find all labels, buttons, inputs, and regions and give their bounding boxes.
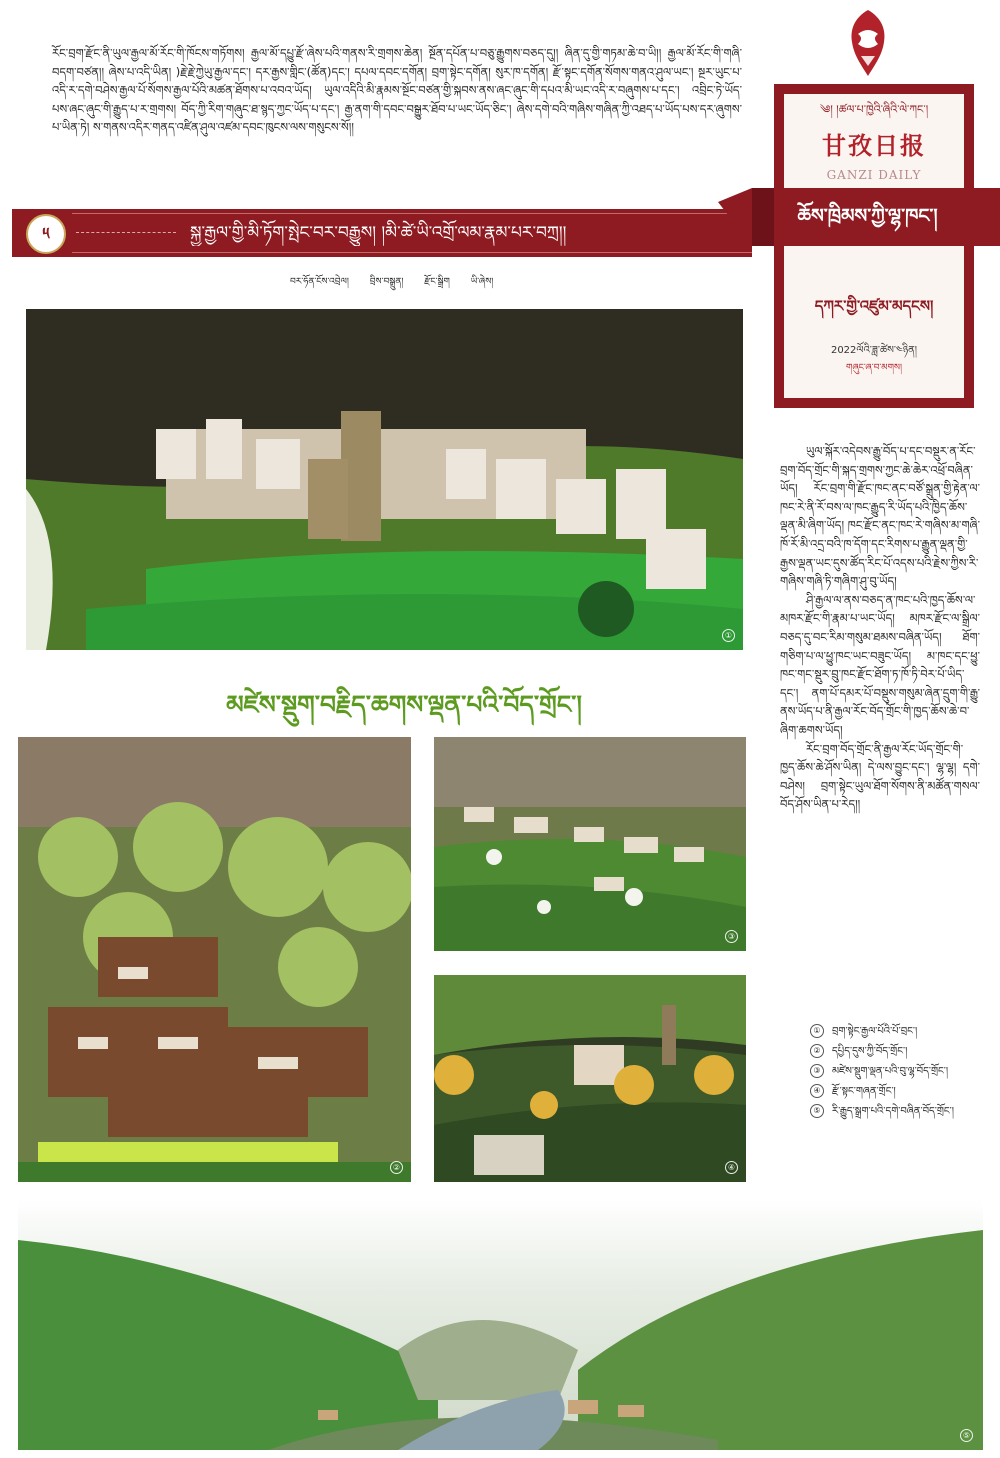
caption-number: ④ xyxy=(810,1084,824,1098)
caption-text: རྫོ་སྟང་གཞན་གྲོང་། xyxy=(832,1086,896,1097)
photo-village-tower xyxy=(26,309,743,650)
photo-number: ② xyxy=(390,1161,403,1174)
article-paragraph: ཡུལ་སྐོར་འདེབས་རྒྱུ་བོད་པ་དང་བསྡུར་ན་རོང་བྲག་བོད་གྲོང་གི་སྐད་གྲགས་ཀྱང་ཆེ་ཆེར་འཕྲོ་བཞིན་ཡོད། རོང་བྲག་གི་རྫོང་ཁང་ནང་བཙོ་སྒྲུན་གྱི་རྟེན་ལ་ཁང་རེ་ནི་རོ་བས་ལ་ཁང་རྒྱུད་རི་ཡོད་པའི་ཁྱིད་ཆོས་ལྡན་མི་ཞིག་ཡོད། ཁང་རྫོང་ནང་ཁང་རེ་གཞིས་མ་གཞི་ཁོ་རོ་མི་འདྲ་བའི་ཁ་དོག་དང་རིགས་པ་རྒྱུན་ལྡན་གྱི་རྒྱས་ལྡན་ཡང་དུས་ཚོད་རིང་པོ་འདས་པའི་རྗེས་ཀྱིས་རི་གཞིས་གཞི་ཏི་གཞིག་ཤུ་བུ་ཡོད། xyxy=(780,444,980,589)
article-paragraph: རོང་བྲག་བོད་གྲོང་ནི་རྒྱལ་རོང་ཡོད་གྲོང་གི་ཁྱད་ཆོས་ཆེ་ཤོས་ཡིན། དེ་ལས་བྱུང་དང་། ལྷ་ལྷ། དགེ་བཤེས། བྲག་སྟེང་ཡུལ་ཐོག་སོགས་ནི་མཚོན་གསལ་བོད་ཤོས་ཡིན་པ་རེད།། xyxy=(780,741,980,812)
caption-item xyxy=(810,1022,990,1042)
masthead-top-line: ༄། །ཚལ་པ་ཁྱེའི་ཞིའི་ལེ་ཀང་། xyxy=(819,103,929,116)
intro-paragraph: རོང་བྲག་རྫོང་ནི་ཡུལ་རྒྱལ་མོ་རོང་གི་ཁོངས་གཏོགས། རྒྱལ་མོ་དཔྱུ་རྫོ་ཞེས་པའི་གནས་རི་གྲགས་ཆེན། སྔོན་དཔོན་པ་བཅུ་རྒྱུགས་བཅད་དུ།། ཞིན་དུ་གྱི་གཏམ་ཆེ་བ་ཡི།། རྒྱལ་མོ་རོང་གི་གཞི་བདག་བཙན།། ཞེས་པ་འདི་ཡིན། )རྗེ་རྗེ་ཀྱེཡུ་རྒྱལ་དང་། དར་རྒྱས་གླིང་(ཚོན)དང་། དཔལ་དབང་དགོན། བྲག་སྟེང་དགོན། སུར་ཁ་དགོན། རྫོ་སྟང་དགོན་སོགས་གནའ་ཤུལ་ཡང་། སྔར་ཡུང་པ་འདི་ར་དགེ་བཤེས་རྒྱལ་པོ་སོགས་རྒྱལ་པོའི་མཚན་ཐོགས་པ་འབའ་ཡོད། ཡུལ་འདིའི་མི་རྣམས་སྔོང་བཙན་གྱི་སྐབས་ནས་ཞང་ཞུང་གི་དཔའ་མི་ཡང་འདི་ར་བཞུགས་པ་དང་། འབྲིང་ཏེ་ཡོད་པས་ཞང་ཞུང་གི་རྒྱུད་པ་ར་གྲགས། བོད་ཀྱི་རིག་གཞུང་ཐ་སྙད་ཀྱང་ཡོད་པ་དང་། རྒྱ་ནག་གི་དབང་བསྒྱུར་ཐོབ་པ་ཡང་ཡོད་ཅིང་། ཞེས་དགེ་བའི་གཞིས་གཞིན་ཀྱི་འཐད་པ་ཡོད་པས་དར་ཞུགས་པ་ཡིན་ཏེ། ས་གནས་འདིར་གནད་འཛིན་ཤུལ་འཛམ་དབང་ཁུངས་ལས་གསུངས་སོ།། xyxy=(52,46,742,134)
caption-item xyxy=(810,1042,990,1062)
banner-decoration xyxy=(76,232,176,233)
caption-number: ⑤ xyxy=(810,1104,824,1118)
masthead-section-title: དཀར་གྱི་འཛུམ་མདངས། xyxy=(814,297,934,315)
caption-text: མཛེས་སྡུག་ལྡན་པའི་བུ་ལྷ་བོད་གྲོང་། xyxy=(832,1066,949,1077)
caption-text: བྲག་སྟེང་རྒྱལ་པོའི་པོ་བྲང་། xyxy=(832,1026,918,1037)
photo-terraced-village xyxy=(434,737,746,951)
caption-number: ① xyxy=(810,1024,824,1038)
banner-title: སྐྱ་རྒྱལ་གྱི་མི་ཏོག་སྤེང་བར་བརྒྱུས། །མི་ཚེ་ཡི་འགྲོ་ལམ་རྣམ་པར་བཀྲ།། xyxy=(190,223,567,243)
photo-number: ⑤ xyxy=(960,1429,973,1442)
newspaper-english-name: GANZI DAILY xyxy=(826,168,922,182)
byline-item: བྲིས་བསྒྲུན། xyxy=(369,277,404,287)
caption-item xyxy=(810,1102,990,1122)
byline-item: རྫོང་སྒྲིག xyxy=(424,277,450,287)
caption-item xyxy=(810,1082,990,1102)
page-number: ༥ xyxy=(26,214,66,254)
byline-item: བར་ཧོན་ངོས་འབྲེལ། xyxy=(290,277,349,287)
masthead-editor: གཞུང་ཞ་བ་མགས། xyxy=(845,363,903,373)
caption-number: ② xyxy=(810,1044,824,1058)
photo-number: ① xyxy=(722,629,735,642)
article-column xyxy=(780,442,980,814)
photo-number: ④ xyxy=(725,1161,738,1174)
caption-item xyxy=(810,1062,990,1082)
byline xyxy=(290,272,690,297)
caption-number: ③ xyxy=(810,1064,824,1078)
photo-valley-panorama xyxy=(18,1200,983,1450)
photo-autumn-tower xyxy=(434,975,746,1182)
article-paragraph: ཤི་རྒྱལ་ལ་ནས་བཅད་ན་ཁང་པའི་ཁྱད་ཆོས་ལ་མཁར་རྫོང་གི་རྣམ་པ་ཡང་ཡོད། མཁར་རྫོང་ལ་སྒྲིལ་བཅད་དུ་བང་རིམ་གསུམ་ཐམས་བཞིན་ཡོད། ཐོག་གཅིག་པ་ལ་ཕྱུ་ཁང་ཡང་བཟུང་ཡོད། མ་ཁང་དང་ཕྱུ་ཁང་གང་སྡུར་བྲུ་ཁང་རྫོང་ཐོག་ཏ་ཁོ་ཏི་བེར་པོ་ཡིད་དང་། ནག་པོ་དམར་པོ་བསྡུས་གསུམ་ཞེན་དྲུག་གི་རྒྱུ་ནས་ཡོད་པ་ནི་རྒྱལ་རོང་བོད་གྲོང་གི་ཁྱད་ཆོས་ཆེ་བ་ཞིག་ཆགས་ཡོད། xyxy=(780,592,980,737)
photo-captions xyxy=(810,1022,990,1122)
masthead-tab-text: ཆོས་ཁྲིམས་ཀྱི་ལྷ་ཁང་། xyxy=(797,205,938,227)
masthead-date: 2022ལོའི་ཟླ་ཚེས་༤ཉིན། xyxy=(830,345,918,356)
seal-logo-icon xyxy=(842,8,894,78)
caption-text: དཔྱིད་དུས་ཀྱི་བོད་གྲོང་། xyxy=(832,1046,908,1057)
section-heading: མཛེས་སྡུག་བརྗིད་ཆགས་ལྡན་པའི་བོད་གྲོང་། xyxy=(226,690,582,719)
newspaper-logo: 甘孜日报 xyxy=(822,131,926,160)
byline-item: ཡི་ཞེས། xyxy=(470,277,494,287)
photo-hillside-village xyxy=(18,737,411,1182)
caption-text: རི་རྒྱུད་སྒྲག་པའི་དགེ་བཞིན་བོད་གྲོང་། xyxy=(832,1106,954,1117)
photo-number: ③ xyxy=(725,930,738,943)
